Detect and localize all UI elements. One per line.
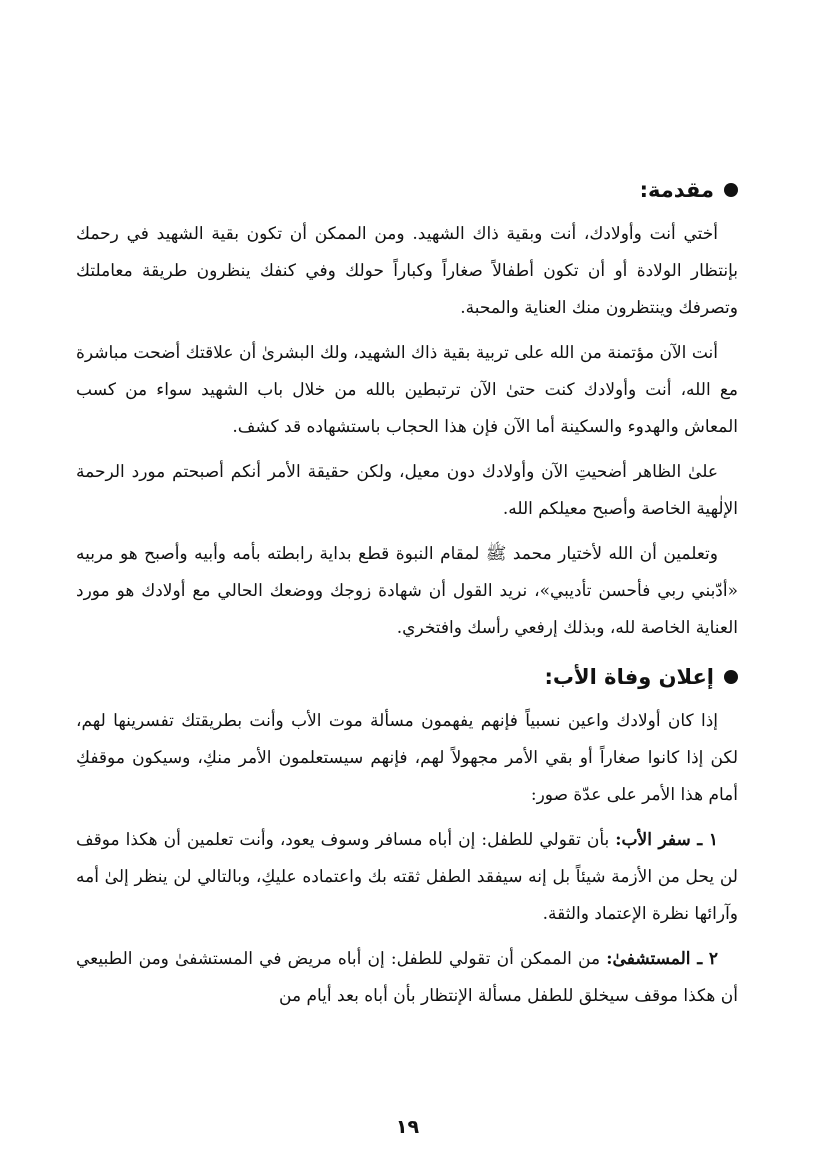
bullet-icon [724, 670, 738, 684]
page-number: ١٩ [395, 1116, 420, 1138]
section-heading-text: مقدمة: [639, 178, 714, 202]
page-body [76, 170, 738, 1015]
list-item-label: ١ ـ سفر الأب: [615, 830, 718, 850]
paragraph: أختي أنت وأولادك، أنت وبقية ذاك الشهيد. ومن الممكن أن تكون بقية الشهيد في رحمك بإنتظار الولادة أو أن تكون أطفالاً صغاراً وكباراً حولك وفي كنفك ينظرون طريقة معاملتك وتصرفك وينتظرون منك العناية والمحبة. [76, 224, 738, 318]
section-heading-father-death [76, 657, 738, 697]
paragraph: أنت الآن مؤتمنة من الله على تربية بقية ذاك الشهيد، ولك البشرىٰ أن علاقتك أضحت مباشرة مع الله، أنت وأولادك كنت حتىٰ الآن ترتبطين بالله من خلال باب الشهيد سواء من كسب المعاش والهدوء والسكينة أما الآن فإن هذا الحجاب باستشهاده قد كشف. [76, 343, 738, 437]
list-item-text: بأن تقولي للطفل: إن أباه مسافر وسوف يعود، وأنت تعلمين أن هكذا موقف لن يحل من الأزمة شيئاً بل إنه سيفقد الطفل ثقته بك واعتماده عليكِ، وبالتالي لن ينظر إلىٰ أمه وآرائها نظرة الإعتماد والثقة. [76, 830, 738, 924]
paragraph: علىٰ الظاهر أضحيتِ الآن وأولادك دون معيل، ولكن حقيقة الأمر أنكم أصبحتم مورد الرحمة الإلٰهية الخاصة وأصبح معيلكم الله. [76, 462, 738, 519]
section-heading-introduction [76, 170, 738, 210]
list-item [76, 941, 738, 1015]
paragraph: وتعلمين أن الله لأختيار محمد ﷺ لمقام النبوة قطع بداية رابطته بأمه وأبيه وأصبح هو مربيه «أدّبني ربي فأحسن تأديبي»، نريد القول أن شهادة زوجك ووضعك الحالي مع أولادك هو مورد العناية الخاصة لله، وبذلك إرفعي رأسك وافتخري. [76, 544, 738, 638]
paragraph: إذا كان أولادك واعين نسبياً فإنهم يفهمون مسألة موت الأب وأنت بطريقتك تفسرينها لهم، لكن إذا كانوا صغاراً أو بقي الأمر مجهولاً لهم، فإنهم سيستعلمون الأمر منكِ، وسيكون موقفكِ أمام هذا الأمر على عدّة صور: [76, 711, 738, 805]
bullet-icon [724, 183, 738, 197]
list-item-label: ٢ ـ المستشفىٰ: [606, 949, 718, 969]
list-item [76, 822, 738, 933]
list-item-text: من الممكن أن تقولي للطفل: إن أباه مريض في المستشفىٰ ومن الطبيعي أن هكذا موقف سيخلق للطفل مسألة الإنتظار بأن أباه بعد أيام من [76, 949, 738, 1006]
section-heading-text: إعلان وفاة الأب: [544, 665, 714, 689]
